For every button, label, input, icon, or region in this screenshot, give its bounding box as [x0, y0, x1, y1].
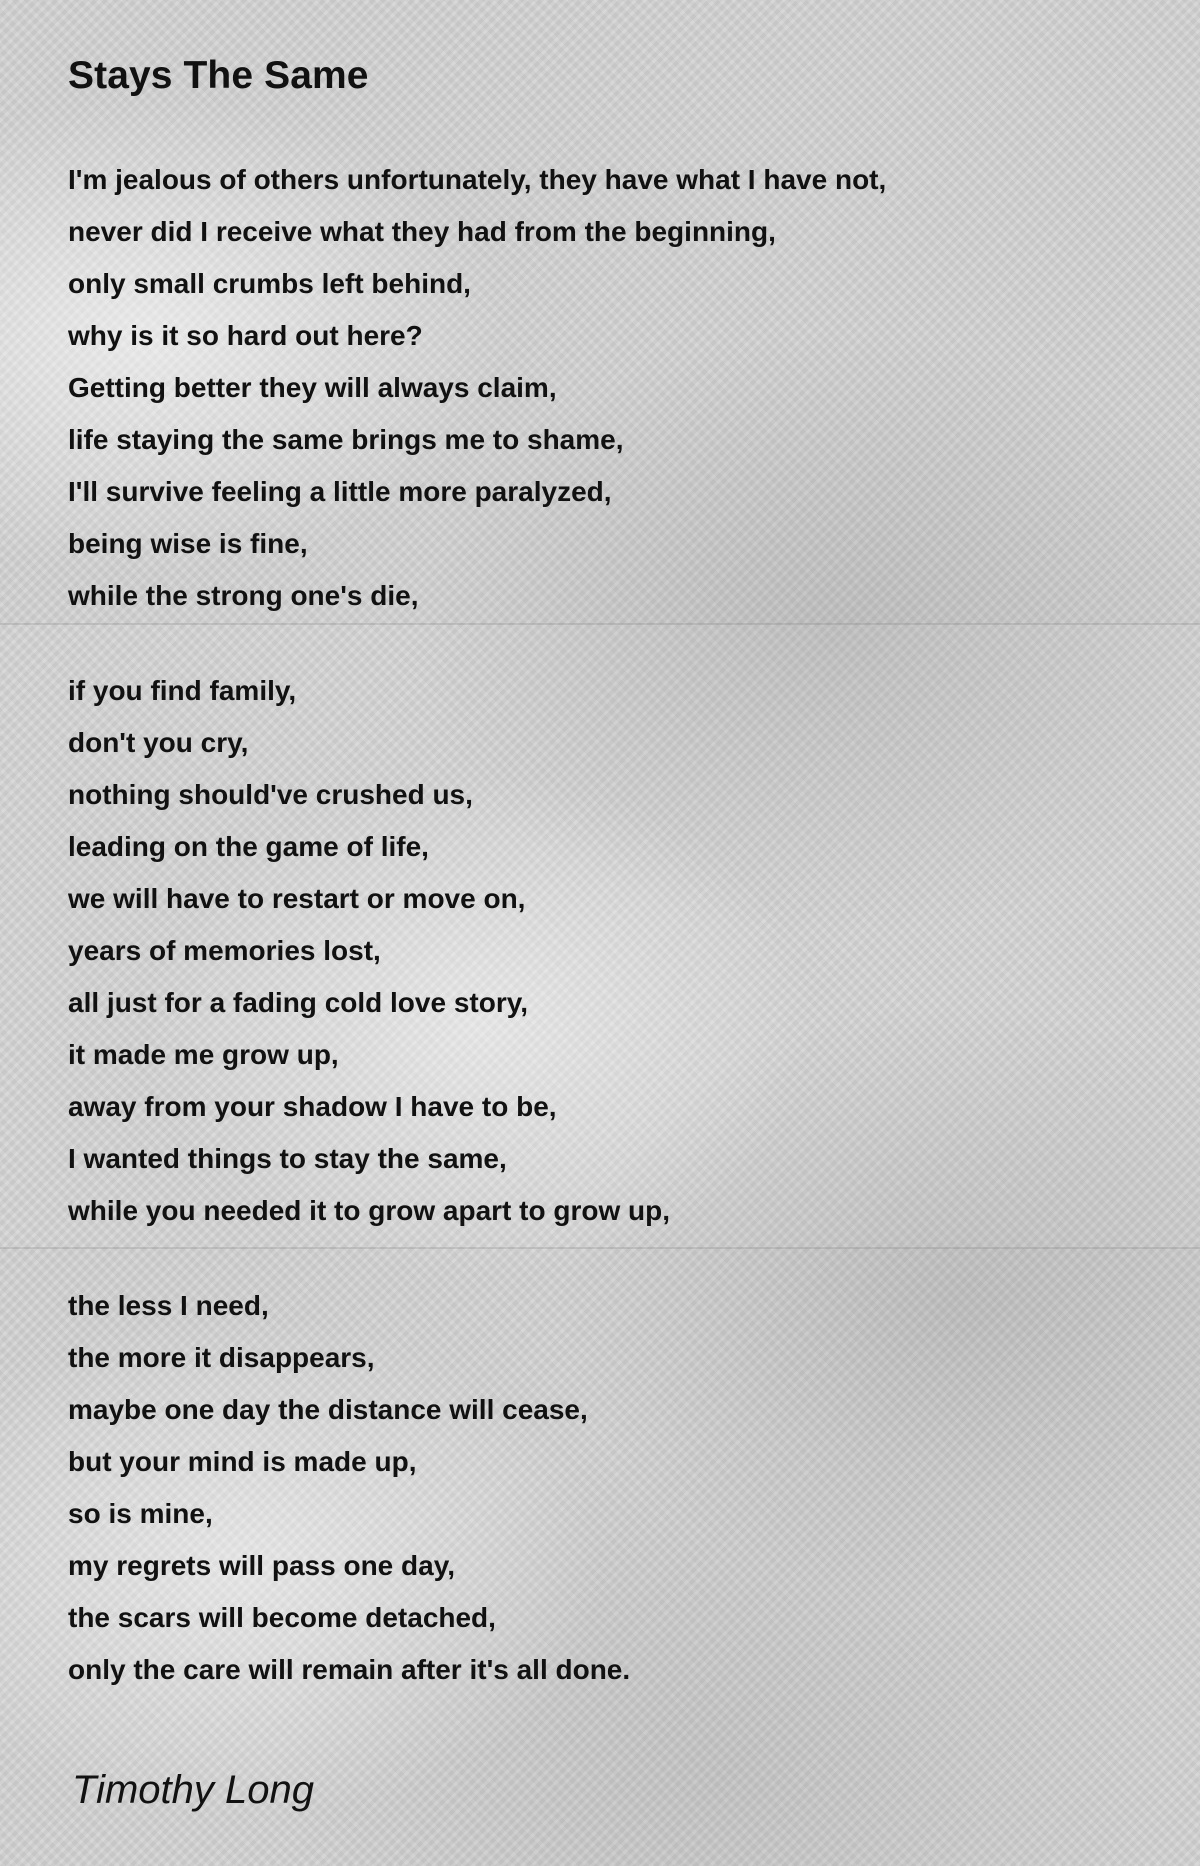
poem-line: so is mine,: [68, 1498, 213, 1529]
poem-line: all just for a fading cold love story,: [68, 987, 529, 1018]
poem-line: while you needed it to grow apart to grow up,: [68, 1195, 671, 1226]
poem-line: maybe one day the distance will cease,: [68, 1394, 588, 1425]
poem: [68, 46, 1128, 1696]
poem-line: don't you cry,: [68, 727, 249, 758]
poem-line: while the strong one's die,: [68, 580, 419, 611]
poem-line: Getting better they will always claim,: [68, 372, 557, 403]
stanza-1: [68, 154, 1128, 622]
poem-line: nothing should've crushed us,: [68, 779, 473, 810]
poem-line: away from your shadow I have to be,: [68, 1091, 557, 1122]
poem-line: the less I need,: [68, 1290, 269, 1321]
poem-line: leading on the game of life,: [68, 831, 429, 862]
poem-line: I wanted things to stay the same,: [68, 1143, 507, 1174]
poem-title: Stays The Same: [68, 54, 369, 97]
poem-line: only small crumbs left behind,: [68, 268, 471, 299]
poem-line: I'll survive feeling a little more paralyzed,: [68, 476, 612, 507]
poem-line: years of memories lost,: [68, 935, 381, 966]
stanza-3: [68, 1280, 1128, 1696]
poem-line: if you find family,: [68, 675, 297, 706]
poem-line: we will have to restart or move on,: [68, 883, 526, 914]
poem-line: why is it so hard out here?: [68, 320, 423, 351]
poem-line: never did I receive what they had from the beginning,: [68, 216, 776, 247]
poem-line: it made me grow up,: [68, 1039, 339, 1070]
author-signature: Timothy Long: [72, 1768, 314, 1812]
poem-line: life staying the same brings me to shame,: [68, 424, 624, 455]
poem-line: the more it disappears,: [68, 1342, 375, 1373]
poem-line: my regrets will pass one day,: [68, 1550, 455, 1581]
poem-line: only the care will remain after it's all done.: [68, 1654, 631, 1685]
poem-line: the scars will become detached,: [68, 1602, 496, 1633]
poem-line: being wise is fine,: [68, 528, 308, 559]
poem-line: but your mind is made up,: [68, 1446, 417, 1477]
poem-line: I'm jealous of others unfortunately, they have what I have not,: [68, 164, 887, 195]
stanza-2: [68, 665, 1128, 1237]
